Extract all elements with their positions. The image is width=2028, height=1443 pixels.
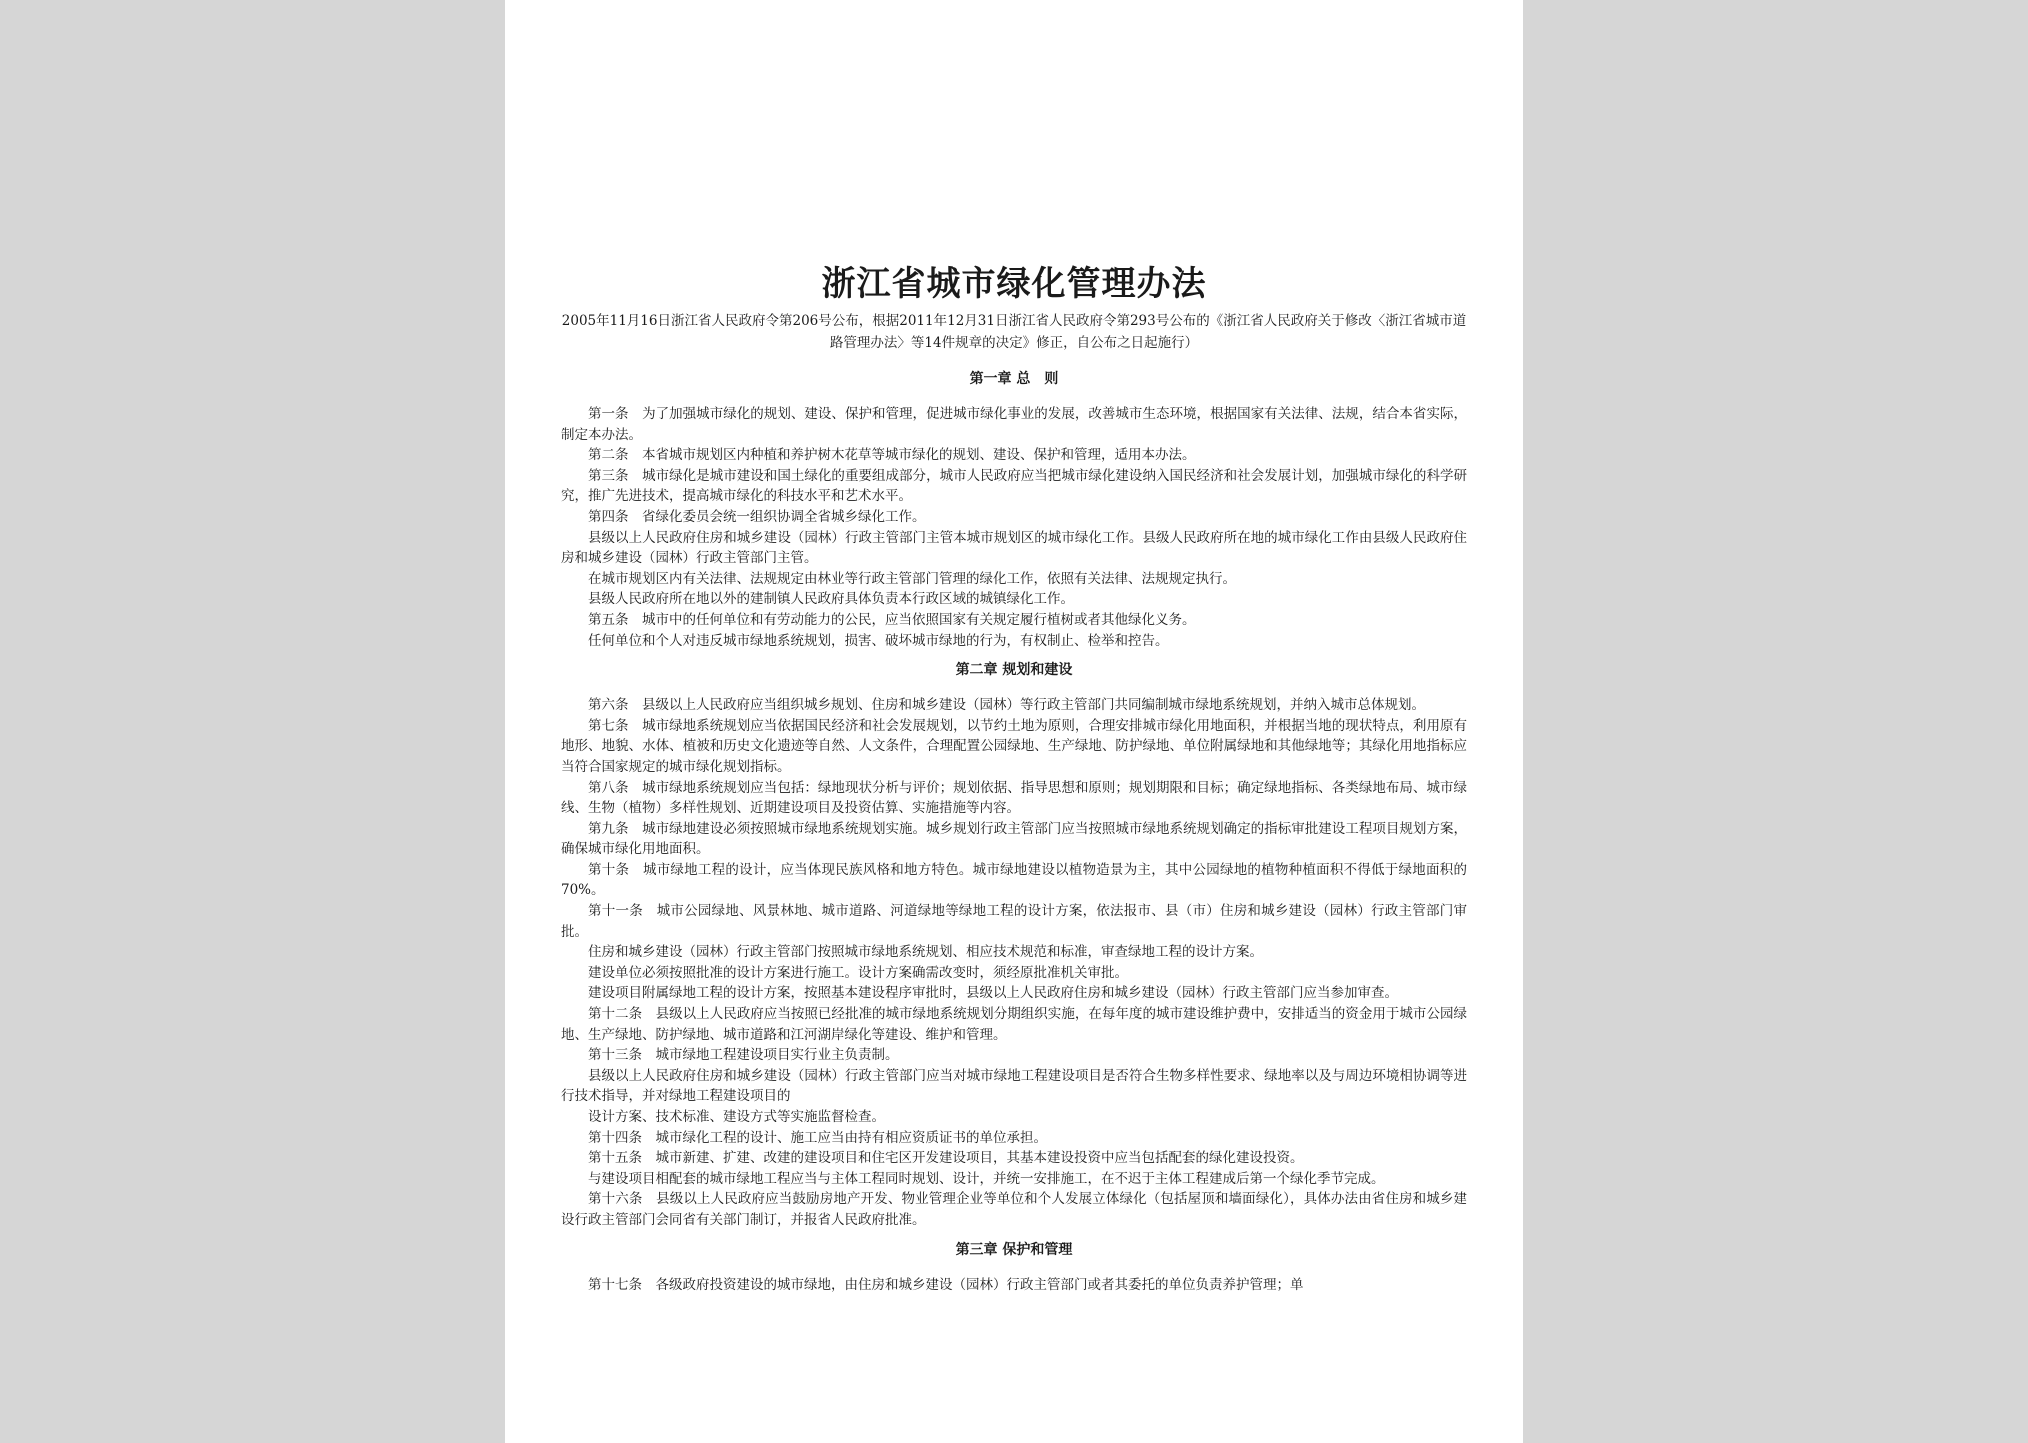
document-title: 浙江省城市绿化管理办法 bbox=[821, 264, 1207, 304]
article-paragraph: 第五条 城市中的任何单位和有劳动能力的公民，应当依照国家有关规定履行植树或者其他绿化义务。 bbox=[588, 611, 1196, 628]
article-paragraph: 与建设项目相配套的城市绿地工程应当与主体工程同时规划、设计，并统一安排施工，在不迟于主体工程建成后第一个绿化季节完成。 bbox=[588, 1170, 1385, 1187]
article-paragraph: 第十七条 各级政府投资建设的城市绿地，由住房和城乡建设（园林）行政主管部门或者其委托的单位负责养护管理；单 bbox=[588, 1276, 1304, 1293]
article-paragraph: 住房和城乡建设（园林）行政主管部门按照城市绿地系统规划、相应技术规范和标准，审查绿地工程的设计方案。 bbox=[588, 944, 1263, 961]
article-paragraph: 第二条 本省城市规划区内种植和养护树木花草等城市绿化的规划、建设、保护和管理，适用本办法。 bbox=[588, 447, 1196, 464]
article-paragraph: 第八条 城市绿地系统规划应当包括：绿地现状分析与评价；规划依据、指导思想和原则；规划期限和目标；确定绿地指标、各类绿地布局、城市绿线、生物（植物）多样性规划、近期建设项目及投资估算、实施措施等内容。 bbox=[561, 779, 1467, 817]
article-paragraph: 第九条 城市绿地建设必须按照城市绿地系统规划实施。城乡规划行政主管部门应当按照城市绿地系统规划确定的指标审批建设工程项目规划方案，确保城市绿化用地面积。 bbox=[561, 820, 1467, 858]
article-paragraph: 第十三条 城市绿地工程建设项目实行业主负责制。 bbox=[588, 1047, 899, 1064]
article-paragraph: 第十五条 城市新建、扩建、改建的建设项目和住宅区开发建设项目，其基本建设投资中应当包括配套的绿化建设投资。 bbox=[588, 1150, 1304, 1167]
article-paragraph: 第十二条 县级以上人民政府应当按照已经批准的城市绿地系统规划分期组织实施，在每年度的城市建设维护费中，安排适当的资金用于城市公园绿地、生产绿地、防护绿地、城市道路和江河湖岸绿化等建设、维护和管理。 bbox=[561, 1006, 1467, 1043]
article-paragraph: 设计方案、技术标准、建设方式等实施监督检查。 bbox=[588, 1109, 885, 1125]
article-paragraph: 第四条 省绿化委员会统一组织协调全省城乡绿化工作。 bbox=[588, 508, 926, 525]
document-body bbox=[561, 368, 1467, 1295]
article-paragraph: 第十四条 城市绿化工程的设计、施工应当由持有相应资质证书的单位承担。 bbox=[588, 1129, 1047, 1146]
article-paragraph: 第十条 城市绿地工程的设计，应当体现民族风格和地方特色。城市绿地建设以植物造景为主，其中公园绿地的植物种植面积不得低于绿地面积的70%。 bbox=[561, 861, 1467, 899]
article-paragraph: 县级以上人民政府住房和城乡建设（园林）行政主管部门主管本城市规划区的城市绿化工作。县级人民政府所在地的城市绿化工作由县级人民政府住房和城乡建设（园林）行政主管部门主管。 bbox=[561, 529, 1467, 567]
article-paragraph: 建设项目附属绿地工程的设计方案，按照基本建设程序审批时，县级以上人民政府住房和城乡建设（园林）行政主管部门应当参加审查。 bbox=[588, 985, 1398, 1002]
article-paragraph: 第三条 城市绿化是城市建设和国土绿化的重要组成部分，城市人民政府应当把城市绿化建设纳入国民经济和社会发展计划，加强城市绿化的科学研究，推广先进技术，提高城市绿化的科技水平和艺术水平。 bbox=[561, 467, 1467, 505]
article-paragraph: 第十一条 城市公园绿地、风景林地、城市道路、河道绿地等绿地工程的设计方案，依法报市、县（市）住房和城乡建设（园林）行政主管部门审批。 bbox=[561, 903, 1467, 940]
document-page bbox=[505, 0, 1523, 1443]
document-note: 2005年11月16日浙江省人民政府令第206号公布，根据2011年12月31日浙江省人民政府令第293号公布的《浙江省人民政府关于修改〈浙江省城市道路管理办法〉等14件规章的决定》修正，自公布之日起施行） bbox=[561, 313, 1467, 351]
article-paragraph: 第七条 城市绿地系统规划应当依据国民经济和社会发展规划，以节约土地为原则，合理安排城市绿化用地面积，并根据当地的现状特点，利用原有地形、地貌、水体、植被和历史文化遗迹等自然、人文条件，合理配置公园绿地、生产绿地、防护绿地、单位附属绿地和其他绿地等；其绿化用地指标应当符合国家规定的城市绿化规划指标。 bbox=[561, 717, 1467, 775]
chapter-heading: 第二章 规划和建设 bbox=[955, 662, 1073, 679]
article-paragraph: 第六条 县级以上人民政府应当组织城乡规划、住房和城乡建设（园林）等行政主管部门共同编制城市绿地系统规划，并纳入城市总体规划。 bbox=[588, 697, 1425, 714]
article-paragraph: 任何单位和个人对违反城市绿地系统规划，损害、破坏城市绿地的行为，有权制止、检举和控告。 bbox=[588, 632, 1169, 649]
article-paragraph: 在城市规划区内有关法律、法规规定由林业等行政主管部门管理的绿化工作，依照有关法律、法规规定执行。 bbox=[588, 570, 1236, 587]
article-paragraph: 县级人民政府所在地以外的建制镇人民政府具体负责本行政区域的城镇绿化工作。 bbox=[588, 591, 1074, 608]
article-paragraph: 建设单位必须按照批准的设计方案进行施工。设计方案确需改变时，须经原批准机关审批。 bbox=[588, 964, 1128, 981]
chapter-heading: 第三章 保护和管理 bbox=[955, 1241, 1073, 1258]
article-paragraph: 第一条 为了加强城市绿化的规划、建设、保护和管理，促进城市绿化事业的发展，改善城市生态环境，根据国家有关法律、法规，结合本省实际，制定本办法。 bbox=[561, 406, 1467, 443]
chapter-heading: 第一章 总 则 bbox=[969, 371, 1059, 387]
article-paragraph: 第十六条 县级以上人民政府应当鼓励房地产开发、物业管理企业等单位和个人发展立体绿化（包括屋顶和墙面绿化），具体办法由省住房和城乡建设行政主管部门会同省有关部门制订，并报省人民政府批准。 bbox=[561, 1191, 1467, 1228]
article-paragraph: 县级以上人民政府住房和城乡建设（园林）行政主管部门应当对城市绿地工程建设项目是否符合生物多样性要求、绿地率以及与周边环境相协调等进行技术指导，并对绿地工程建设项目的 bbox=[561, 1067, 1467, 1105]
